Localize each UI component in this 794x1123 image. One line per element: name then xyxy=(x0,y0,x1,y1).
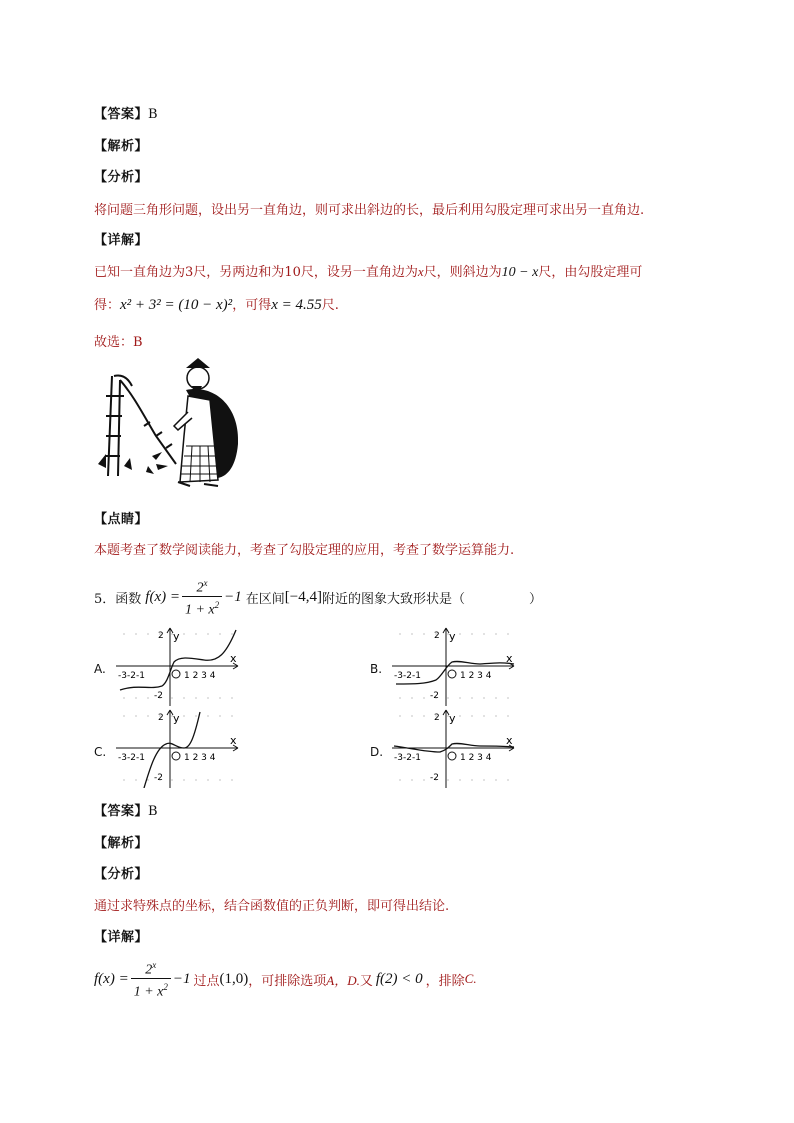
grid-dot xyxy=(447,697,448,698)
grid-dot xyxy=(135,779,136,780)
guxuan-text: 故选：B xyxy=(94,335,143,350)
y-tick-top: 2 xyxy=(158,713,164,723)
grid-dot xyxy=(471,715,472,716)
grid-dot xyxy=(495,715,496,716)
option-d-graph xyxy=(390,708,520,788)
grid-dot xyxy=(195,715,196,716)
grid-dot xyxy=(231,715,232,716)
grid-dot xyxy=(183,697,184,698)
y-axis-label: y xyxy=(173,712,180,725)
grid-dot xyxy=(219,715,220,716)
xiangjie-heading: 【详解】 xyxy=(94,233,149,248)
q5-detail-line: f(x) = $\frac{2^x}{1 + x^2}$ −1 过点 (1,0) ，可排除选项 A，D. 又 f(2) < 0 ，排除 C. xyxy=(94,960,477,1000)
grid-dot xyxy=(135,715,136,716)
q5-stem: 5．函数 f(x) = $\frac{2^x}{1 + x^2}$ −1 在区间 [−4,4] 附近的图象大致形状是（ ） xyxy=(94,578,543,618)
x-axis-label: x xyxy=(506,652,513,665)
option-a-label: A. xyxy=(94,662,106,676)
grid-dot xyxy=(219,633,220,634)
grid-dot xyxy=(495,779,496,780)
grid-dot xyxy=(171,697,172,698)
grid-dot xyxy=(207,715,208,716)
dianjing-heading: 【点睛】 xyxy=(94,512,149,527)
x-ticks-negative: -3-2-1 xyxy=(118,671,145,681)
x-axis-label: x xyxy=(506,734,513,747)
grid-dot xyxy=(219,697,220,698)
grid-dot xyxy=(123,779,124,780)
origin-label: O xyxy=(172,677,174,679)
x-ticks-positive: 1 2 3 4 xyxy=(460,753,492,763)
grid-dot xyxy=(411,715,412,716)
origin-label: O xyxy=(448,677,450,679)
grid-dot xyxy=(459,715,460,716)
grid-dot xyxy=(399,633,400,634)
grid-dot xyxy=(123,697,124,698)
option-c-label: C. xyxy=(94,745,107,759)
grid-dot xyxy=(507,633,508,634)
y-axis-label: y xyxy=(449,712,456,725)
grid-dot xyxy=(459,633,460,634)
q5-answer-value: B xyxy=(148,804,159,819)
origin-label: O xyxy=(172,759,174,761)
x-ticks-positive: 1 2 3 4 xyxy=(460,671,492,681)
grid-dot xyxy=(147,715,148,716)
grid-dot xyxy=(183,715,184,716)
x-ticks-positive: 1 2 3 4 xyxy=(184,671,216,681)
q5-fenxi-heading: 【分析】 xyxy=(94,867,149,882)
grid-dot xyxy=(507,779,508,780)
grid-dot xyxy=(183,779,184,780)
option-d-label: D. xyxy=(370,745,384,759)
grid-dot xyxy=(231,697,232,698)
q5-xiangjie-heading: 【详解】 xyxy=(94,930,149,945)
grid-dot xyxy=(411,633,412,634)
grid-dot xyxy=(471,779,472,780)
answer-heading: 【答案】B xyxy=(94,107,159,122)
grid-dot xyxy=(195,633,196,634)
grid-dot xyxy=(447,779,448,780)
y-tick-top: 2 xyxy=(434,713,440,723)
x-ticks-negative: -3-2-1 xyxy=(394,671,421,681)
x-axis-label: x xyxy=(230,734,237,747)
detail-line-2: 得：x² + 3² = (10 − x)²，可得x = 4.55尺. xyxy=(94,297,339,313)
grid-dot xyxy=(483,779,484,780)
option-a-graph xyxy=(114,626,244,706)
y-tick-bottom: -2 xyxy=(430,773,439,783)
grid-dot xyxy=(123,633,124,634)
grid-dot xyxy=(231,633,232,634)
grid-dot xyxy=(195,779,196,780)
grid-dot xyxy=(147,697,148,698)
option-b-label: B. xyxy=(370,662,383,676)
grid-dot xyxy=(423,715,424,716)
grid-dot xyxy=(483,715,484,716)
dianjing-text: 本题考查了数学阅读能力，考查了勾股定理的应用，考查了数学运算能力. xyxy=(94,543,515,558)
grid-dot xyxy=(219,779,220,780)
y-axis-label: y xyxy=(173,630,180,643)
grid-dot xyxy=(507,697,508,698)
scholar-bamboo-illustration xyxy=(94,356,244,490)
grid-dot xyxy=(423,633,424,634)
grid-dot xyxy=(171,779,172,780)
grid-dot xyxy=(123,715,124,716)
fenxi-text: 将问题三角形问题，设出另一直角边，则可求出斜边的长，最后利用勾股定理可求出另一直角边. xyxy=(94,203,645,218)
grid-dot xyxy=(399,779,400,780)
grid-dot xyxy=(147,633,148,634)
y-axis-label: y xyxy=(449,630,456,643)
grid-dot xyxy=(471,697,472,698)
grid-dot xyxy=(135,697,136,698)
grid-dot xyxy=(423,779,424,780)
q5-fenxi-text: 通过求特殊点的坐标，结合函数值的正负判断，即可得出结论. xyxy=(94,899,450,914)
x-ticks-negative: -3-2-1 xyxy=(394,753,421,763)
grid-dot xyxy=(135,633,136,634)
answer-value: B xyxy=(148,107,159,122)
y-tick-top: 2 xyxy=(434,631,440,641)
grid-dot xyxy=(483,697,484,698)
y-tick-bottom: -2 xyxy=(154,773,163,783)
q5-analysis-heading: 【解析】 xyxy=(94,836,149,851)
grid-dot xyxy=(495,633,496,634)
x-axis-label: x xyxy=(230,652,237,665)
grid-dot xyxy=(231,779,232,780)
x-ticks-negative: -3-2-1 xyxy=(118,753,145,763)
grid-dot xyxy=(399,697,400,698)
grid-dot xyxy=(459,779,460,780)
q5-answer-heading: 【答案】B xyxy=(94,804,159,819)
grid-dot xyxy=(411,697,412,698)
y-tick-bottom: -2 xyxy=(430,691,439,701)
grid-dot xyxy=(411,779,412,780)
grid-dot xyxy=(399,715,400,716)
grid-dot xyxy=(507,715,508,716)
y-tick-bottom: -2 xyxy=(154,691,163,701)
option-c-graph xyxy=(114,708,244,788)
x-ticks-positive: 1 2 3 4 xyxy=(184,753,216,763)
q5-fraction: $\frac{2^x}{1 + x^2}$ xyxy=(182,576,222,618)
grid-dot xyxy=(183,633,184,634)
grid-dot xyxy=(423,697,424,698)
grid-dot xyxy=(195,697,196,698)
grid-dot xyxy=(207,633,208,634)
grid-dot xyxy=(207,697,208,698)
fenxi-heading: 【分析】 xyxy=(94,170,149,185)
grid-dot xyxy=(147,779,148,780)
grid-dot xyxy=(495,697,496,698)
grid-dot xyxy=(207,779,208,780)
option-b-graph xyxy=(390,626,520,706)
origin-label: O xyxy=(448,759,450,761)
analysis-heading: 【解析】 xyxy=(94,139,149,154)
detail-line-1: 已知一直角边为3尺，另两边和为10尺，设另一直角边为x尺，则斜边为10 − x尺，由勾股定理可 xyxy=(94,264,643,280)
grid-dot xyxy=(471,633,472,634)
grid-dot xyxy=(459,697,460,698)
y-tick-top: 2 xyxy=(158,631,164,641)
grid-dot xyxy=(483,633,484,634)
